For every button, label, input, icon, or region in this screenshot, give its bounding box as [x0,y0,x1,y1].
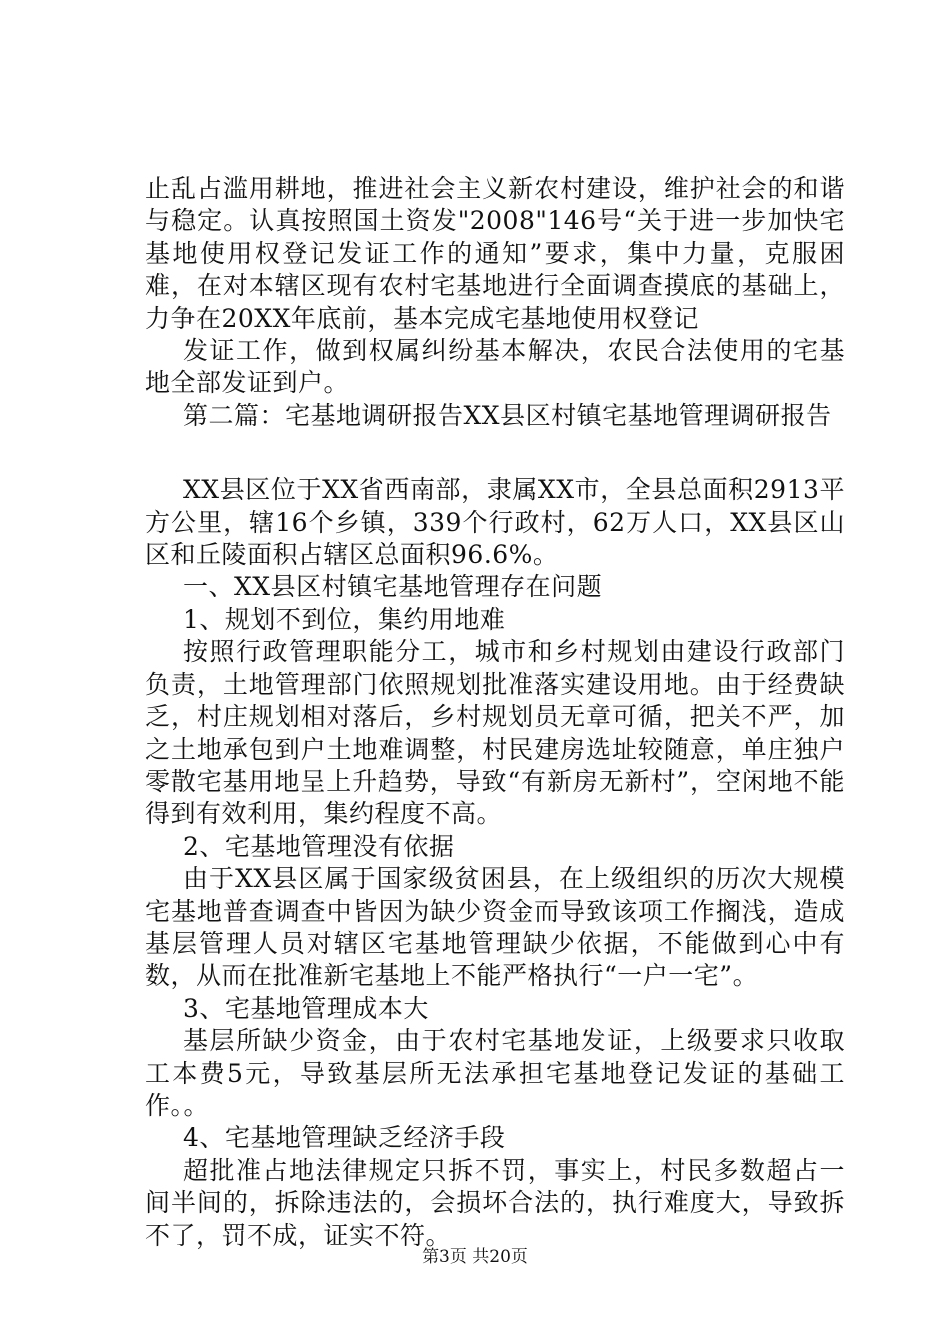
paragraph-no-basis: 由于XX县区属于国家级贫困县，在上级组织的历次大规模宅基地普查调查中皆因为缺少资金而导致该项工作搁浅，造成基层管理人员对辖区宅基地管理缺少依据，不能做到心中有数，从而在批准新宅基地上不能严格执行“一户一宅”。 [145,864,845,991]
heading-existing-problems: 一、XX县区村镇宅基地管理存在问题 [183,572,603,602]
paragraph-high-cost: 基层所缺少资金，由于农村宅基地发证，上级要求只收取工本费5元，导致基层所无法承担宅基地登记发证的基础工作。。 [145,1026,845,1120]
paragraph-certification-work: 发证工作，做到权属纠纷基本解决，农民合法使用的宅基地全部发证到户。 [145,336,845,398]
page-number-footer: 第3页 共20页 [422,1247,528,1267]
paragraph-planning: 按照行政管理职能分工，城市和乡村规划由建设行政部门负责，土地管理部门依照规划批准落实建设用地。由于经费缺乏，村庄规划相对落后，乡村规划员无章可循，把关不严，加之土地承包到户土地难调整，村民建房选址较随意，单庄独户零散宅基用地呈上升趋势，导致“有新房无新村”，空闲地不能得到有效利用，集约程度不高。 [145,637,845,829]
subheading-no-basis: 2、宅基地管理没有依据 [183,831,455,861]
paragraph-continued-intro: 止乱占滥用耕地，推进社会主义新农村建设，维护社会的和谐与稳定。认真按照国土资发"2008"146号“关于进一步加快宅基地使用权登记发证工作的通知”要求，集中力量，克服困难，在对本辖区现有农村宅基地进行全面调查摸底的基础上，力争在20XX年底前，基本完成宅基地使用权登记 [145,174,845,333]
section-heading-part-two: 第二篇：宅基地调研报告XX县区村镇宅基地管理调研报告 [183,400,832,430]
paragraph-economic-means: 超批准占地法律规定只拆不罚，事实上，村民多数超占一间半间的，拆除违法的，会损坏合法的，执行难度大，导致拆不了，罚不成，证实不符。 [145,1155,845,1250]
paragraph-county-overview: XX县区位于XX省西南部，隶属XX市，全县总面积2913平方公里，辖16个乡镇，339个行政村，62万人口，XX县区山区和丘陵面积占辖区总面积96.6%。 [145,475,845,570]
subheading-economic-means: 4、宅基地管理缺乏经济手段 [183,1123,506,1153]
subheading-planning: 1、规划不到位，集约用地难 [183,604,506,634]
document-body [145,173,845,1252]
subheading-high-cost: 3、宅基地管理成本大 [183,993,429,1023]
